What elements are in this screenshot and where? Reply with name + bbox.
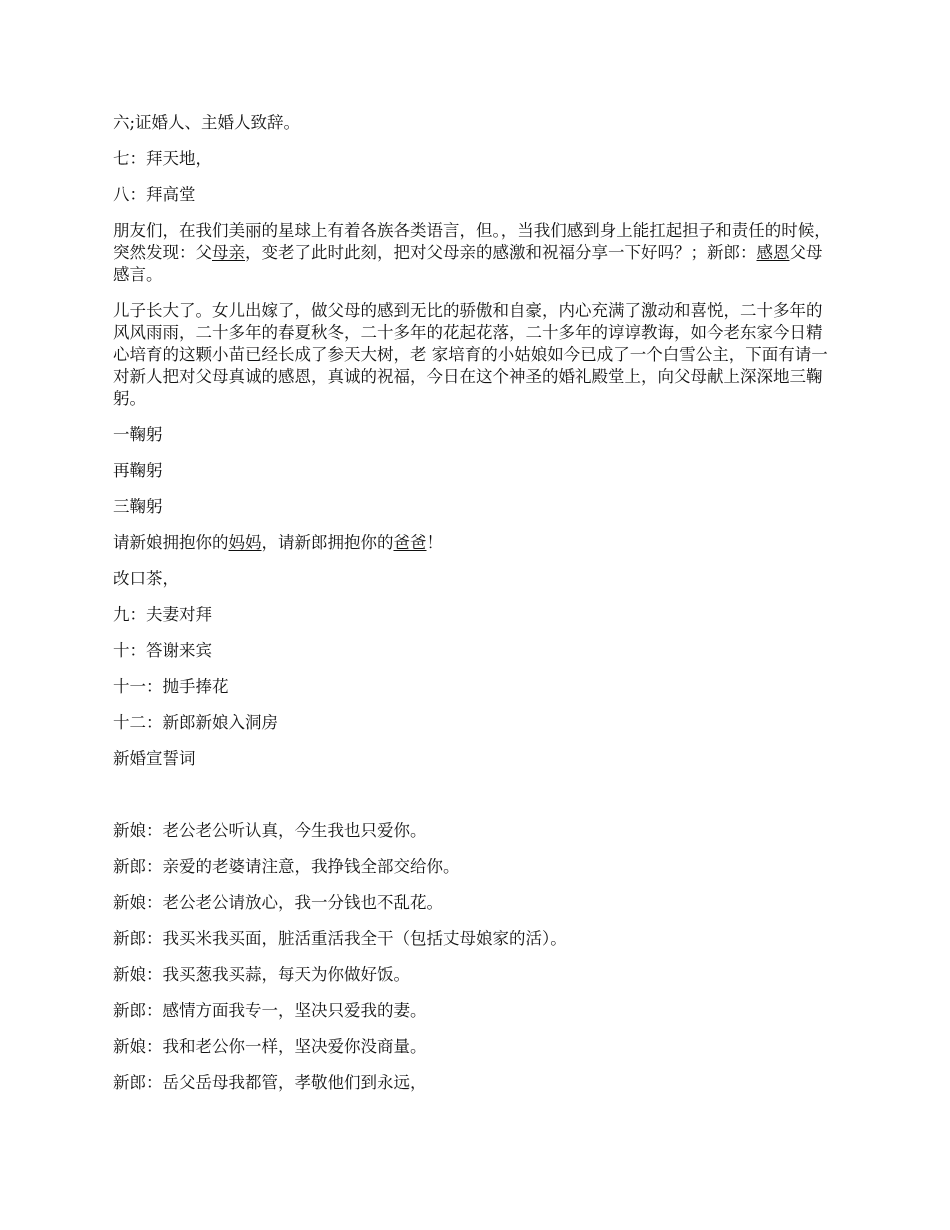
- step-ten: 十：答谢来宾: [113, 641, 212, 660]
- step-eight: 八：拜高堂: [113, 185, 196, 204]
- hug-line: [113, 532, 833, 554]
- hug-text-2: ，请新郎拥抱你的: [261, 533, 394, 552]
- step-twelve: 十二：新郎新娘入洞房: [113, 713, 278, 732]
- bow-three: 三鞠躬: [113, 497, 163, 516]
- blank-gap: [113, 784, 833, 820]
- bow-two: 再鞠躬: [113, 461, 163, 480]
- vow-line: 新郎：岳父岳母我都管，孝敬他们到永远，: [113, 1073, 427, 1092]
- vow-line: 新郎：亲爱的老婆请注意，我挣钱全部交给你。: [113, 857, 460, 876]
- step-tea: 改口茶，: [113, 569, 179, 588]
- friends-text-1: 朋友们，在我们美丽的星球上有着各族各类语言，但。，当我们感到身上能扛起担子和责任的时候，突然发现：父: [113, 221, 831, 262]
- link-gan-en[interactable]: 感恩: [756, 243, 790, 262]
- grown-paragraph: 儿子长大了。女儿出嫁了，做父母的感到无比的骄傲和自豪，内心充满了激动和喜悦，二十多年的风风雨雨，二十多年的春夏秋冬，二十多年的花起花落，二十多年的谆谆教诲，如今老东家今日精心培育的这颗小苗已经长成了参天大树，老 家培育的小姑娘如今已成了一个白雪公主，下面有请一对新人把对父母真诚的感恩，真诚的祝福，今日在这个神圣的婚礼殿堂上，向父母献上深深地三鞠躬。: [113, 301, 828, 408]
- vows-heading: 新婚宣誓词: [113, 749, 196, 768]
- step-nine: 九：夫妻对拜: [113, 605, 212, 624]
- friends-paragraph: [113, 220, 833, 286]
- link-ba-ba[interactable]: 爸爸: [393, 533, 427, 552]
- vow-line: 新娘：老公老公请放心，我一分钱也不乱花。: [113, 893, 443, 912]
- friends-text-3: 父母感言。: [113, 243, 823, 284]
- friends-text-2: ，变老了此时此刻，把对父母亲的感激和祝福分享一下好吗？；新郎：: [245, 243, 757, 262]
- vow-line: 新郎：感情方面我专一，坚决只爱我的妻。: [113, 1001, 427, 1020]
- link-ma-ma[interactable]: 妈妈: [228, 533, 262, 552]
- bow-one: 一鞠躬: [113, 425, 163, 444]
- vow-line: 新娘：我和老公你一样，坚决爱你没商量。: [113, 1037, 427, 1056]
- hug-text-3: ！: [426, 533, 443, 552]
- link-mu-qin[interactable]: 母亲: [212, 243, 245, 262]
- vow-line: 新娘：我买葱我买蒜，每天为你做好饭。: [113, 965, 410, 984]
- step-six: 六;证婚人、主婚人致辞。: [113, 113, 301, 132]
- hug-text-1: 请新娘拥抱你的: [113, 533, 229, 552]
- document-body: [113, 112, 833, 1108]
- vow-line: 新娘：老公老公听认真，今生我也只爱你。: [113, 821, 427, 840]
- step-seven: 七：拜天地，: [113, 149, 212, 168]
- step-eleven: 十一：抛手捧花: [113, 677, 229, 696]
- vow-line: 新郎：我买米我买面，脏活重活我全干（包括丈母娘家的活）。: [113, 929, 567, 948]
